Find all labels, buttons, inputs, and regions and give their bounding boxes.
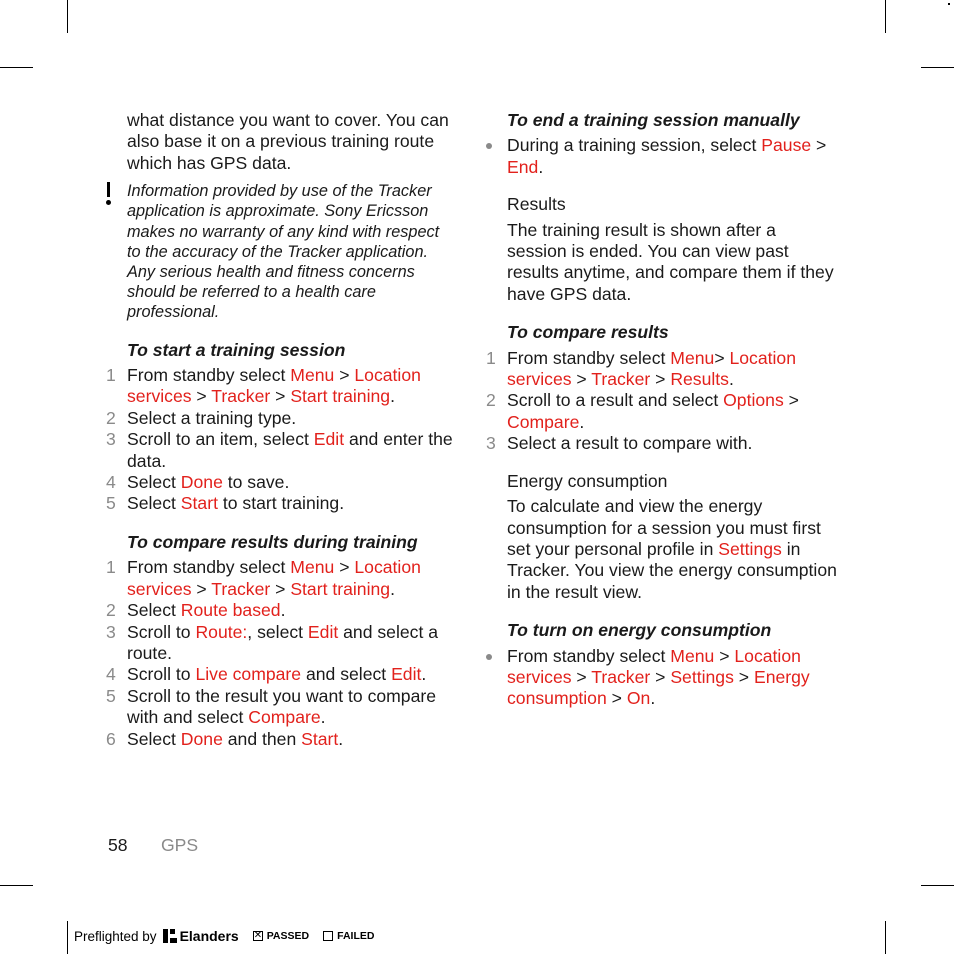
step-text: Select [127,493,181,514]
step-text: and enter the data. [127,429,453,471]
crop-mark [67,0,68,33]
tracker-link[interactable]: Tracker [211,578,271,599]
step-text: and then [222,728,302,749]
right-column [486,110,837,710]
compare-results-heading: To compare results [507,322,669,343]
punctuation: . [650,688,656,709]
punctuation: . [338,728,344,749]
compare-link[interactable]: Compare [248,707,321,728]
turn-on-energy-steps [507,646,837,710]
punctuation: . [390,386,395,407]
punctuation: . [390,578,395,599]
bullet-icon [486,143,492,149]
list-item [106,407,457,429]
step-text: Scroll to [127,621,196,642]
separator: > [650,666,671,687]
step-text: Select [127,472,181,493]
separator: > [191,578,212,599]
compare-link[interactable]: Compare [507,411,580,432]
list-item [106,472,457,493]
energy-heading: Energy consumption [507,470,668,491]
separator: > [733,666,754,687]
punctuation: . [538,156,544,177]
step-text: Scroll to an item, select [127,429,314,450]
preflight-stamp [74,928,374,944]
checked-box-icon: ✕ [253,930,263,941]
location-services-link[interactable]: Location services [127,365,421,407]
list-item [106,664,457,685]
list-item [106,728,457,750]
bullet-icon [486,654,492,660]
elanders-logo [163,928,239,944]
empty-box-icon [323,931,333,941]
separator: > [334,557,355,578]
results-link[interactable]: Results [670,369,729,390]
step-number: 6 [106,728,116,749]
separator: > [811,135,827,156]
route-link[interactable]: Route: [195,621,248,642]
separator: > [650,369,671,390]
crop-mark [0,67,33,68]
compare-during-training-steps [106,557,457,750]
step-number: 3 [106,621,116,642]
crop-mark [885,0,886,33]
step-text: Select a result to compare with. [507,433,753,454]
compare-during-training-heading: To compare results during training [127,531,418,552]
tracker-link[interactable]: Tracker [591,666,651,687]
menu-link[interactable]: Menu [670,645,715,666]
separator: > [571,369,592,390]
list-item [486,347,837,391]
end-session-heading: To end a training session manually [507,110,800,130]
results-heading: Results [507,194,566,215]
list-item [106,493,457,514]
step-text: to save. [222,472,290,493]
step-text: From standby select [127,365,291,386]
paragraph-text: in Tracker. You view the energy consumption in the result view. [507,538,837,602]
location-services-link[interactable]: Location services [127,557,421,599]
list-item [106,600,457,621]
energy-consumption-link[interactable]: Energy consumption [507,666,810,709]
crop-mark [0,885,33,886]
end-session-steps [507,135,837,178]
start-link[interactable]: Start [301,728,339,749]
separator: > [783,390,799,411]
options-link[interactable]: Options [723,390,784,411]
end-link[interactable]: End [507,156,539,177]
step-text: From standby select [507,645,671,666]
step-text: Select [127,600,181,621]
list-item [486,390,837,433]
step-text: to start training. [217,493,345,514]
page-number: 58 [108,835,128,855]
passed-label: PASSED [266,930,310,942]
live-compare-link[interactable]: Live compare [195,664,302,685]
step-text: During a training session, select [507,135,762,156]
brand-name: Elanders [179,928,239,944]
separator: > [270,578,291,599]
paragraph-text: To calculate and view the energy consumption for a session you must first set your personal profile in [507,496,821,559]
on-link[interactable]: On [626,688,651,709]
note-text: Information provided by use of the Tracker application is approximate. Sony Ericsson makes no warranty of any kind with respect to the accuracy of the Tracker application. Any serious health and fitness concerns should be referred to a health care professional. [127,182,440,322]
exclamation-icon [104,182,114,208]
list-item [507,646,837,710]
section-name: GPS [161,835,199,855]
passed-checkbox [253,930,309,942]
separator: > [191,386,212,407]
tracker-link[interactable]: Tracker [211,386,271,407]
step-text: Select [127,728,181,749]
left-column [106,110,457,750]
step-text: and select [301,664,392,685]
preflight-label: Preflighted by [74,928,157,944]
crop-mark [885,921,886,954]
tracker-link[interactable]: Tracker [591,369,651,390]
pause-link[interactable]: Pause [761,135,812,156]
location-services-link[interactable]: Location services [507,347,797,390]
separator: > [714,347,730,368]
crop-mark [921,885,954,886]
edit-link[interactable]: Edit [391,664,422,685]
step-number: 1 [486,347,496,368]
step-number: 5 [106,493,116,514]
separator: > [606,688,627,709]
separator: > [270,386,291,407]
step-text: Scroll to the result you want to compare with and select [127,685,437,728]
list-item [106,621,457,665]
turn-on-energy-heading: To turn on energy consumption [507,620,772,641]
step-number: 2 [486,390,496,411]
energy-paragraph [507,496,837,603]
intro-paragraph: what distance you want to cover. You can also base it on a previous training route which has GPS data. [127,110,449,173]
done-link[interactable]: Done [180,472,223,493]
separator: > [714,645,735,666]
step-text: and select a route. [127,621,439,663]
crop-mark [948,3,950,5]
edit-link[interactable]: Edit [313,429,345,450]
disclaimer-note [127,181,457,322]
step-number: 4 [106,472,116,493]
location-services-link[interactable]: Location services [507,645,801,687]
step-text: From standby select [507,347,671,368]
list-item [106,365,457,408]
step-text: From standby select [127,557,291,578]
punctuation: . [728,369,734,390]
compare-results-steps [486,347,837,455]
menu-link[interactable]: Menu [670,347,715,368]
menu-link[interactable]: Menu [290,365,335,386]
step-number: 4 [106,664,116,685]
list-item [106,557,457,600]
step-text: Scroll to [127,664,196,685]
step-text: , select [247,621,308,642]
results-paragraph: The training result is shown after a session is ended. You can view past results anytime, and compare them if they have GPS data. [507,219,834,304]
list-item [106,429,457,472]
failed-checkbox [323,930,374,942]
settings-link[interactable]: Settings [670,666,734,687]
step-number: 5 [106,685,116,706]
punctuation: . [579,411,585,432]
list-item [106,685,457,729]
step-number: 1 [106,557,116,578]
done-link[interactable]: Done [180,728,223,749]
step-text: Scroll to a result and select [507,390,724,411]
step-number: 1 [106,365,116,386]
punctuation: . [320,707,326,728]
start-training-link[interactable]: Start training [290,386,391,407]
edit-link[interactable]: Edit [307,621,339,642]
step-text: Select a training type. [127,407,297,428]
failed-label: FAILED [337,930,375,942]
punctuation: . [280,600,286,621]
step-number: 2 [106,600,116,621]
start-session-heading: To start a training session [127,339,346,360]
list-item [507,135,837,178]
crop-mark [67,921,68,954]
separator: > [334,365,355,386]
start-link[interactable]: Start [180,493,218,514]
step-number: 3 [106,429,116,450]
settings-link[interactable]: Settings [718,538,782,559]
separator: > [571,666,592,687]
menu-link[interactable]: Menu [290,557,335,578]
punctuation: . [421,664,427,685]
start-training-link[interactable]: Start training [290,578,391,599]
crop-mark [921,67,954,68]
route-based-link[interactable]: Route based [180,600,281,621]
elanders-logo-icon [163,929,177,943]
step-number: 3 [486,433,496,454]
step-number: 2 [106,407,116,428]
list-item [486,433,837,454]
start-session-steps [106,365,457,515]
